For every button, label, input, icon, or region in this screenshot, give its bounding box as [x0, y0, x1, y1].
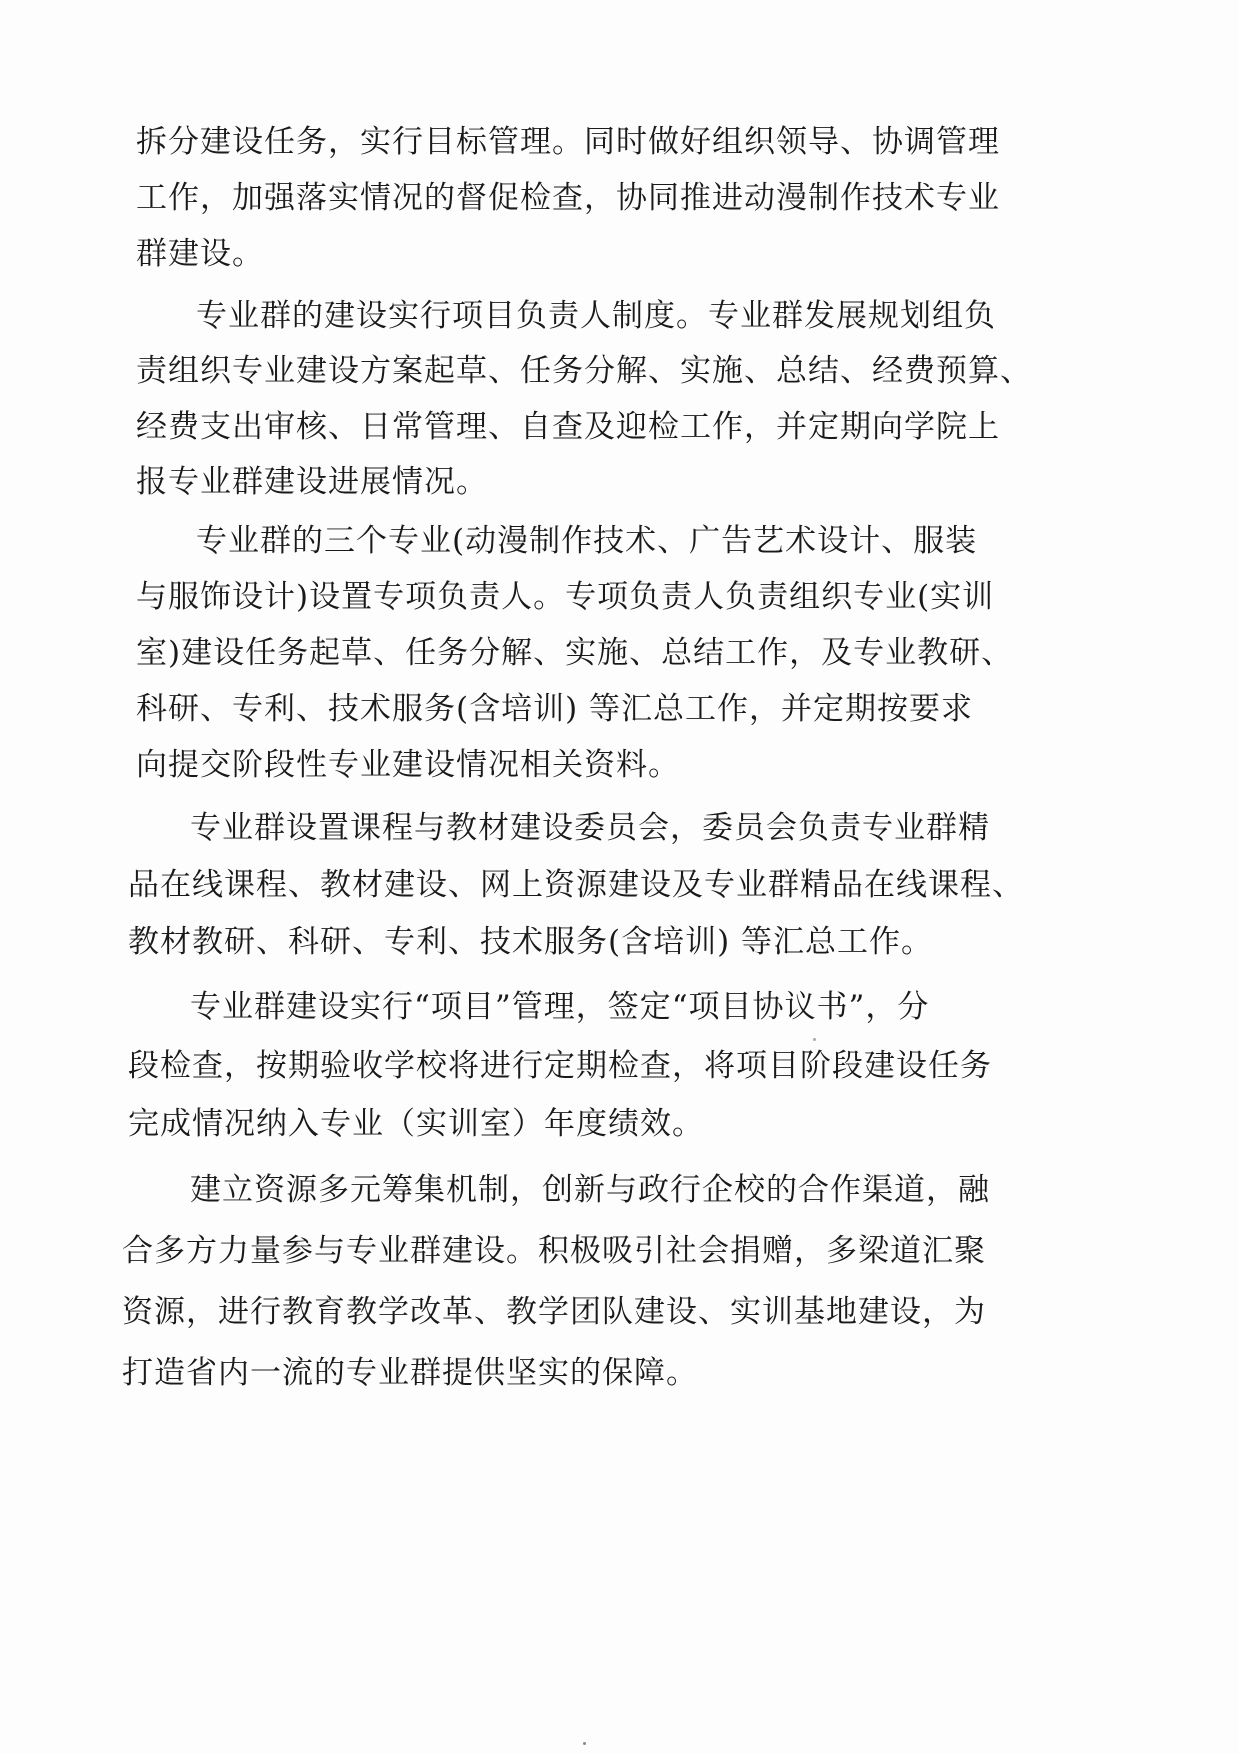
text-line: 资源，进行教育教学改革、教学团队建设、实训基地建设，为 [122, 1294, 986, 1330]
text-line: 科研、专利、技术服务(含培训) 等汇总工作，并定期按要求 [136, 691, 974, 727]
text-line: 责组织专业建设方案起草、任务分解、实施、总结、经费预算、 [136, 353, 1032, 389]
text-line: 建立资源多元筹集机制，创新与政行企校的合作渠道，融 [190, 1172, 990, 1208]
text-line: 与服饰设计)设置专项负责人。专项负责人负责组织专业(实训 [136, 579, 995, 615]
text-line: 教材教研、科研、专利、技术服务(含培训) 等汇总工作。 [128, 924, 934, 960]
text-line: 报专业群建设进展情况。 [136, 464, 488, 500]
text-line: 室)建设任务起草、任务分解、实施、总结工作，及专业教研、 [136, 635, 1014, 671]
text-line: 经费支出审核、日常管理、自查及迎检工作，并定期向学院上 [136, 409, 1000, 445]
scan-speck [583, 1742, 586, 1745]
text-line: 打造省内一流的专业群提供坚实的保障。 [122, 1355, 698, 1391]
text-line: 拆分建设任务，实行目标管理。同时做好组织领导、协调管理 [136, 124, 1000, 160]
text-line: 品在线课程、教材建设、网上资源建设及专业群精品在线课程、 [128, 867, 1024, 903]
text-line: 段检查，按期验收学校将进行定期检查，将项目阶段建设任务 [128, 1048, 992, 1084]
text-line: 向提交阶段性专业建设情况相关资料。 [136, 747, 680, 783]
text-line: 群建设。 [136, 236, 264, 272]
text-line: 合多方力量参与专业群建设。积极吸引社会捐赠，多梁道汇聚 [122, 1233, 986, 1269]
text-line: 工作，加强落实情况的督促检查，协同推进动漫制作技术专业 [136, 180, 1000, 216]
text-line: 专业群设置课程与教材建设委员会，委员会负责专业群精 [190, 810, 990, 846]
text-line: 专业群的三个专业(动漫制作技术、广告艺术设计、服装 [196, 523, 978, 559]
text-line: 完成情况纳入专业（实训室）年度绩效。 [128, 1106, 704, 1142]
text-line: 专业群的建设实行项目负责人制度。专业群发展规划组负 [196, 298, 996, 334]
scan-speck [813, 1038, 816, 1041]
text-line: 专业群建设实行“项目”管理，签定“项目协议书”，分 [190, 989, 930, 1025]
